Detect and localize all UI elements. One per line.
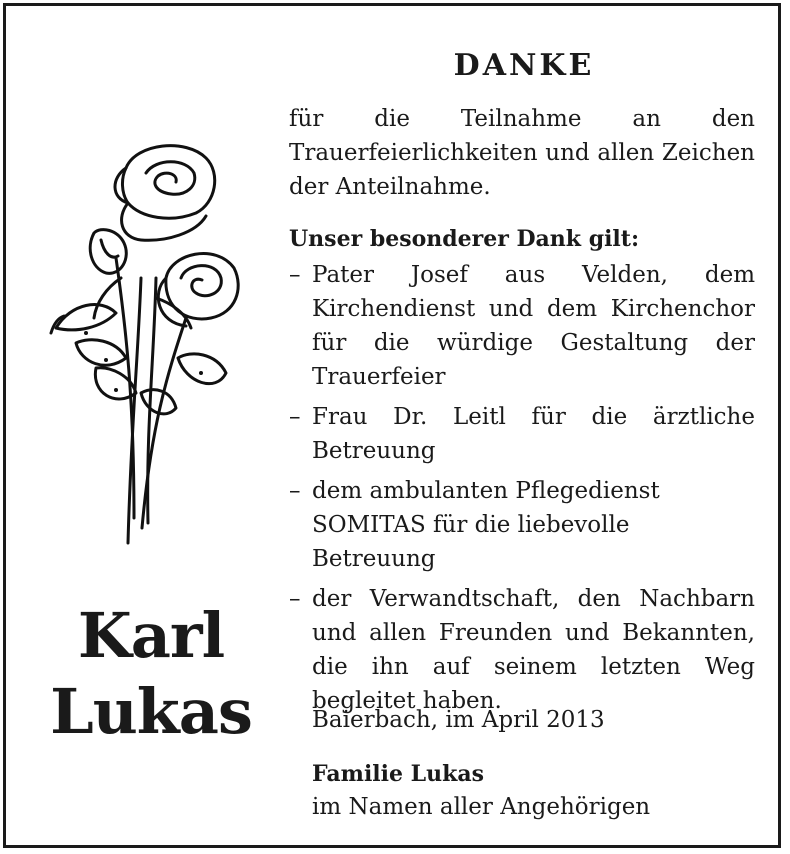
thanks-list — [289, 258, 755, 724]
list-item-text: dem ambulanten Pflegedienst SOMITAS für die liebevolle Betreuung — [312, 478, 660, 572]
list-item — [289, 582, 755, 718]
dash-marker: – — [289, 586, 301, 612]
list-item-text: Pater Josef aus Velden, dem Kirchendienst und dem Kirchenchor für die würdige Gestaltung der Trauerfeier — [312, 262, 755, 390]
roses-bouquet-icon — [46, 128, 246, 548]
place-date: Baierbach, im April 2013 — [312, 707, 605, 733]
list-item — [289, 400, 755, 468]
right-column — [289, 6, 759, 845]
obituary-notice — [3, 3, 781, 848]
dash-marker: – — [289, 262, 301, 288]
deceased-last-name: Lukas — [50, 675, 252, 748]
left-column — [6, 6, 276, 845]
list-item — [289, 474, 755, 576]
intro-text: für die Teilnahme an den Trauerfeierlichkeiten und allen Zeichen der Anteilnahme. — [289, 106, 755, 200]
dash-marker: – — [289, 404, 301, 430]
thanks-heading: Unser besonderer Dank gilt: — [289, 226, 640, 252]
dash-marker: – — [289, 478, 301, 504]
list-item-text: Frau Dr. Leitl für die ärztliche Betreuung — [312, 404, 755, 464]
signature-subline: im Namen aller Angehörigen — [312, 794, 651, 820]
list-item-text: der Verwandtschaft, den Nachbarn und allen Freunden und Bekannten, die ihn auf seinem letzten Weg begleitet haben. — [312, 586, 755, 714]
page-title: DANKE — [453, 48, 595, 83]
list-item — [289, 258, 755, 394]
deceased-first-name: Karl — [77, 599, 225, 672]
signature-family: Familie Lukas — [312, 761, 485, 787]
